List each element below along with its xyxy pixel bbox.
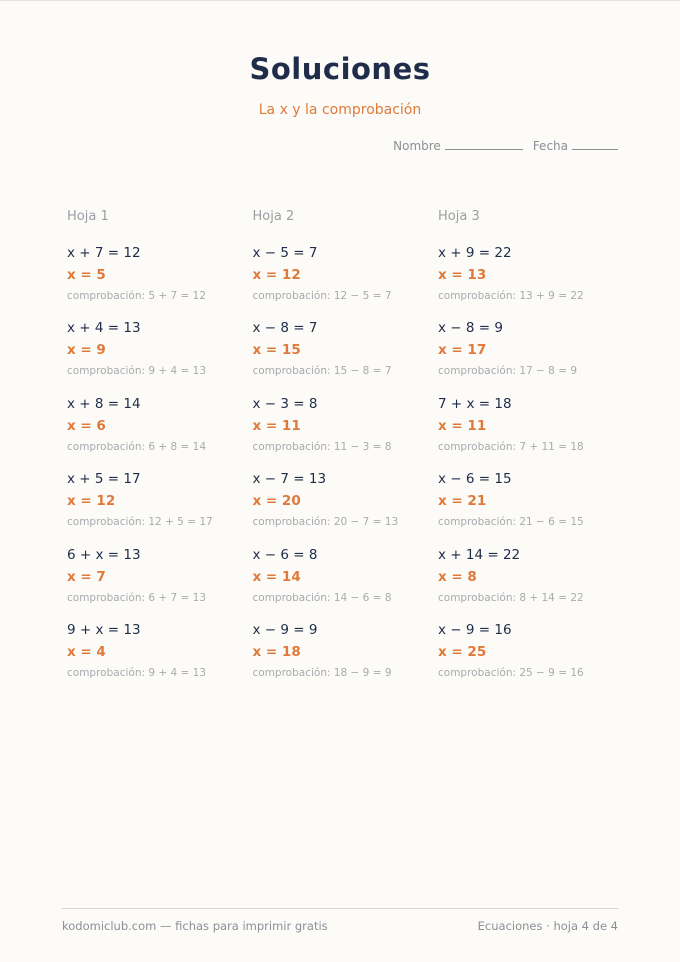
footer-site-text: kodomiclub.com — fichas para imprimir gratis bbox=[62, 919, 328, 933]
equation: x − 9 = 16 bbox=[438, 621, 512, 638]
check: comprobación: 20 − 7 = 13 bbox=[252, 516, 399, 529]
problem-item bbox=[438, 245, 624, 320]
answer: x = 13 bbox=[438, 267, 487, 283]
name-label: Nombre bbox=[393, 139, 441, 153]
problem-item bbox=[67, 396, 253, 471]
answer: x = 4 bbox=[67, 643, 106, 660]
sheet-3-column bbox=[438, 209, 624, 697]
check: comprobación: 5 + 7 = 12 bbox=[67, 290, 207, 302]
equation: x + 4 = 13 bbox=[67, 320, 141, 337]
problem-item bbox=[253, 547, 439, 622]
problem-item bbox=[67, 245, 253, 320]
equation: 7 + x = 18 bbox=[438, 395, 512, 412]
problem-item bbox=[253, 396, 439, 471]
problem-item bbox=[438, 547, 624, 622]
equation: x − 7 = 13 bbox=[252, 471, 327, 488]
name-blank-line bbox=[445, 148, 523, 150]
answer: x = 8 bbox=[438, 568, 477, 585]
sheet-title: Hoja 3 bbox=[438, 209, 480, 224]
equation: x + 8 = 14 bbox=[67, 395, 141, 412]
answer: x = 12 bbox=[252, 267, 301, 283]
equation: x + 9 = 22 bbox=[438, 245, 512, 261]
check: comprobación: 25 − 9 = 16 bbox=[438, 666, 584, 679]
equation: x + 7 = 12 bbox=[67, 245, 141, 261]
problem-item bbox=[67, 471, 253, 546]
check: comprobación: 6 + 7 = 13 bbox=[67, 591, 207, 604]
answer: x = 12 bbox=[67, 493, 116, 510]
problem-item bbox=[67, 320, 253, 395]
equation: x − 3 = 8 bbox=[252, 395, 318, 412]
equation: 9 + x = 13 bbox=[67, 621, 141, 638]
check: comprobación: 7 + 11 = 18 bbox=[438, 440, 584, 453]
check: comprobación: 15 − 8 = 7 bbox=[252, 365, 392, 378]
answer: x = 25 bbox=[438, 643, 487, 660]
page-title: Soluciones bbox=[249, 52, 431, 86]
answer: x = 21 bbox=[438, 493, 487, 510]
answer: x = 7 bbox=[67, 568, 106, 585]
problem-item bbox=[438, 622, 624, 697]
answer: x = 11 bbox=[438, 417, 487, 434]
footer-divider bbox=[62, 908, 618, 909]
problem-item bbox=[67, 547, 253, 622]
check: comprobación: 14 − 6 = 8 bbox=[252, 591, 392, 604]
problem-item bbox=[438, 396, 624, 471]
equation: x − 8 = 9 bbox=[438, 320, 503, 337]
equation: x − 9 = 9 bbox=[252, 621, 318, 638]
check: comprobación: 12 + 5 = 17 bbox=[67, 516, 213, 529]
check: comprobación: 8 + 14 = 22 bbox=[438, 591, 584, 604]
answer: x = 18 bbox=[252, 643, 301, 660]
check: comprobación: 11 − 3 = 8 bbox=[252, 440, 392, 453]
answer: x = 11 bbox=[252, 417, 301, 434]
date-label: Fecha bbox=[532, 139, 568, 153]
equation: x + 5 = 17 bbox=[67, 471, 141, 488]
answer: x = 17 bbox=[438, 342, 487, 359]
sheet-title: Hoja 1 bbox=[67, 209, 109, 224]
equation: x − 5 = 7 bbox=[252, 245, 318, 261]
problem-item bbox=[253, 320, 439, 395]
answer: x = 15 bbox=[252, 342, 301, 359]
check: comprobación: 6 + 8 = 14 bbox=[67, 440, 207, 453]
sheet-1-column bbox=[67, 209, 253, 697]
solutions-grid bbox=[67, 209, 624, 697]
problem-item bbox=[67, 622, 253, 697]
sheet-title: Hoja 2 bbox=[252, 209, 295, 224]
footer-page-indicator: Ecuaciones · hoja 4 de 4 bbox=[477, 919, 618, 933]
equation: x − 6 = 15 bbox=[438, 471, 512, 488]
equation: 6 + x = 13 bbox=[67, 546, 141, 563]
equation: x − 8 = 7 bbox=[252, 320, 318, 337]
answer: x = 14 bbox=[252, 568, 301, 585]
equation: x + 14 = 22 bbox=[438, 546, 521, 563]
answer: x = 9 bbox=[67, 342, 106, 359]
problem-item bbox=[438, 471, 624, 546]
date-blank-line bbox=[572, 148, 618, 150]
problem-item bbox=[253, 471, 439, 546]
sheet-2-column bbox=[253, 209, 439, 697]
answer: x = 6 bbox=[67, 417, 106, 434]
page-subtitle: La x y la comprobación bbox=[258, 102, 422, 118]
problem-item bbox=[253, 622, 439, 697]
check: comprobación: 9 + 4 = 13 bbox=[67, 666, 207, 679]
check: comprobación: 12 − 5 = 7 bbox=[252, 290, 392, 302]
equation: x − 6 = 8 bbox=[252, 546, 318, 563]
problem-item bbox=[253, 245, 439, 320]
answer: x = 20 bbox=[252, 493, 301, 510]
check: comprobación: 21 − 6 = 15 bbox=[438, 516, 584, 529]
answer: x = 5 bbox=[67, 267, 106, 283]
name-date-row bbox=[393, 139, 618, 153]
check: comprobación: 13 + 9 = 22 bbox=[438, 290, 584, 302]
check: comprobación: 17 − 8 = 9 bbox=[438, 365, 578, 378]
check: comprobación: 9 + 4 = 13 bbox=[67, 365, 207, 378]
problem-item bbox=[438, 320, 624, 395]
check: comprobación: 18 − 9 = 9 bbox=[252, 666, 392, 679]
